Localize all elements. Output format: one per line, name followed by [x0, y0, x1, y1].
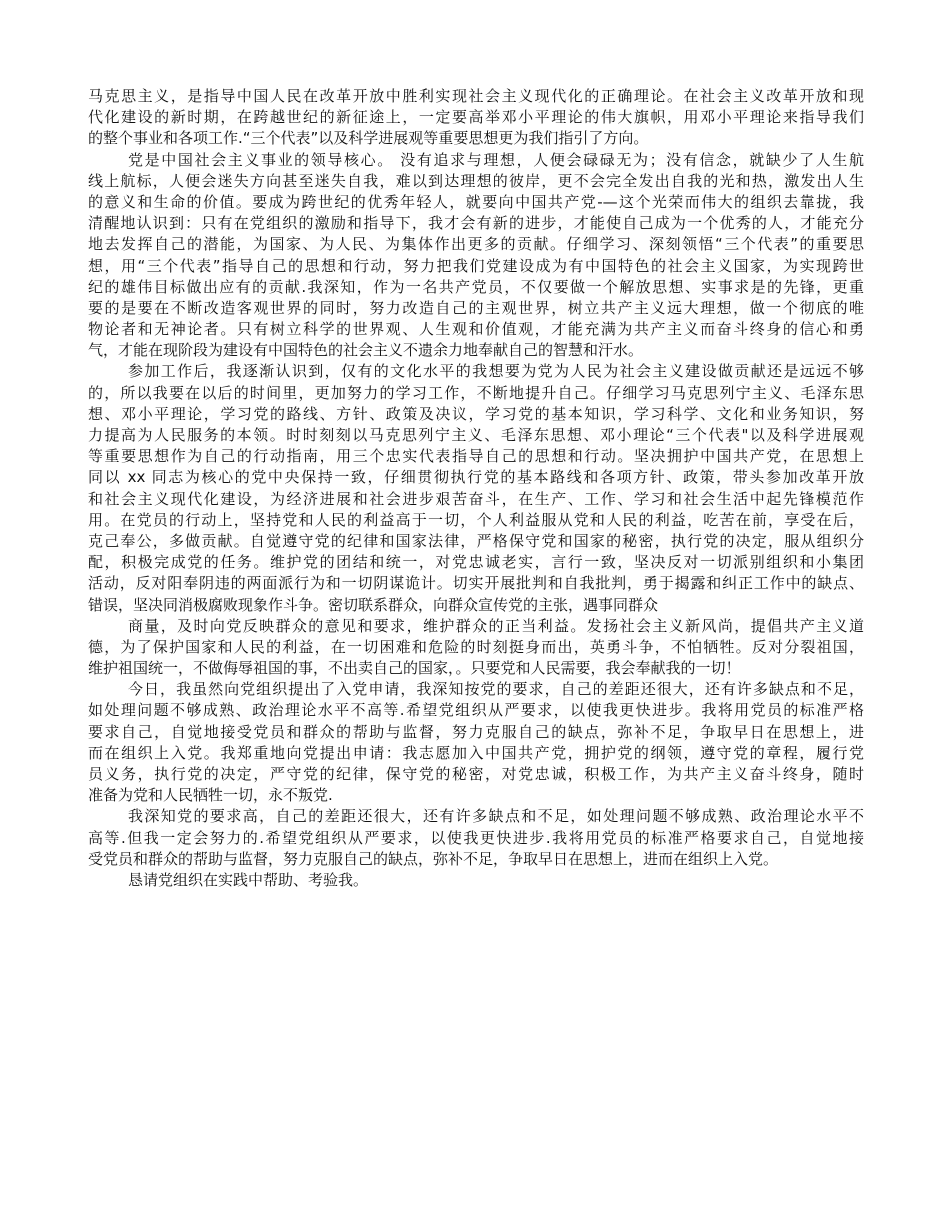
text-line: 气，才能在现阶段为建设有中国特色的社会主义不遗余力地奉献自己的智慧和汗水。: [88, 341, 644, 360]
text-line: 的，所以我要在以后的时间里，更加努力的学习工作，不断地提升自己。仔细学习马克思列宁主义、毛泽东思: [88, 383, 864, 402]
text-line: 马克思主义，是指导中国人民在改革开放中胜利实现社会主义现代化的正确理论。在社会主义改革开放和现: [88, 87, 864, 105]
text-line: 线上航标，人便会迷失方向甚至迷失自我，难以到达理想的彼岸，更不会完全发出自我的光和热，激发出人生: [88, 171, 864, 190]
paragraph: [88, 150, 864, 362]
text-line: 纪的雄伟目标做出应有的贡献.我深知，作为一名共产党员，不仅要做一个解放思想、实事求是的先锋，更重: [88, 277, 864, 296]
text-line: 错误，坚决同消极腐败现象作斗争。密切联系群众，向群众宣传党的主张，遇事同群众: [88, 595, 659, 614]
text-line: 商量，及时向党反映群众的意见和要求，维护群众的正当利益。发扬社会主义新风尚，提倡共产主义道: [128, 616, 864, 635]
paragraph: [88, 806, 864, 870]
text-line: 而在组织上入党。我郑重地向党提出申请：我志愿加入中国共产党，拥护党的纲领，遵守党的章程，履行党: [88, 743, 864, 762]
document-body: [88, 86, 864, 891]
text-line: 要的是要在不断改造客观世界的同时，努力改造自己的主观世界，树立共产主义远大理想，做一个彻底的唯: [88, 298, 864, 317]
paragraph: [88, 361, 864, 615]
text-line: 维护祖国统一，不做侮辱祖国的事，不出卖自己的国家，。只要党和人民需要，我会奉献我的一切！: [88, 659, 741, 678]
text-line: 我深知党的要求高，自己的差距还很大，还有许多缺点和不足，如处理问题不够成熟、政治理论水平不: [128, 807, 864, 826]
text-line: 地去发挥自己的潜能，为国家、为人民、为集体作出更多的贡献。仔细学习、深刻领悟“三个代表”的重要思: [88, 235, 864, 254]
text-line: 力提高为人民服务的本领。时时刻刻以马克思列宁主义、毛泽东思想、邓小理论“三个代表"以及科学进展观: [88, 426, 864, 444]
text-line: 用。在党员的行动上，坚持党和人民的利益高于一切，个人利益服从党和人民的利益，吃苦在前，享受在后，: [88, 510, 864, 529]
text-line: 活动，反对阳奉阴违的两面派行为和一切阴谋诡计。切实开展批判和自我批判，勇于揭露和纠正工作中的缺点、: [88, 574, 864, 593]
text-line: 要求自己，自觉地接受党员和群众的帮助与监督，努力克服自己的缺点，弥补不足，争取早日在思想上，进: [88, 722, 864, 741]
text-line: 今日，我虽然向党组织提出了入党申请，我深知按党的要求，自己的差距还很大，还有许多缺点和不足，: [128, 680, 864, 699]
text-line: 党是中国社会主义事业的领导核心。 没有追求与理想，人便会碌碌无为；没有信念，就缺少了人生航: [128, 150, 864, 169]
text-line: 等重要思想作为自己的行动指南，用三个忠实代表指导自己的思想和行动。坚决拥护中国共产党，在思想上: [88, 447, 864, 466]
text-line: 同以 xx 同志为核心的党中央保持一致，仔细贯彻执行党的基本路线和各项方针、政策，带头参加改革开放: [88, 468, 864, 487]
paragraph: [88, 616, 864, 680]
text-line: 配，积极完成党的任务。维护党的团结和统一，对党忠诚老实，言行一致，坚决反对一切派别组织和小集团: [88, 553, 864, 572]
text-line: 准备为党和人民牺牲一切，永不叛党.: [88, 786, 333, 805]
text-line: 想，用“三个代表”指导自己的思想和行动，努力把我们党建设成为有中国特色的社会主义国家，为实现跨世: [88, 256, 864, 275]
text-line: 想、邓小平理论，学习党的路线、方针、政策及决议，学习党的基本知识，学习科学、文化和业务知识，努: [88, 404, 864, 423]
text-line: 受党员和群众的帮助与监督，努力克服自己的缺点，弥补不足，争取早日在思想上，进而在组织上入党。: [88, 849, 779, 868]
paragraph: [88, 679, 864, 806]
paragraph: [88, 870, 864, 891]
text-line: 恳请党组织在实践中帮助、考验我。: [128, 870, 369, 889]
text-line: 克己奉公，多做贡献。自觉遵守党的纪律和国家法律，严格保守党和国家的秘密，执行党的决定，服从组织分: [88, 531, 864, 550]
text-line: 高等.但我一定会努力的.希望党组织从严要求，以使我更快进步.我将用党员的标准严格要求自己，自觉地接: [88, 828, 864, 847]
text-line: 德，为了保护国家和人民的利益，在一切困难和危险的时刻挺身而出，英勇斗争，不怕牺牲。反对分裂祖国，: [88, 637, 864, 656]
text-line: 如处理问题不够成熟、政治理论水平不高等.希望党组织从严要求，以使我更快进步。我将用党员的标准严格: [88, 701, 864, 720]
paragraph: [88, 86, 864, 150]
text-line: 的意义和生命的价值。要成为跨世纪的优秀年轻人，就要向中国共产党-—这个光荣而伟大的组织去靠拢，我: [88, 192, 864, 211]
text-line: 代化建设的新时期，在跨越世纪的新征途上，一定要高举邓小平理论的伟大旗帜，用邓小平理论来指导我们: [88, 108, 864, 127]
text-line: 员义务，执行党的决定，严守党的纪律，保守党的秘密，对党忠诚，积极工作，为共产主义奋斗终身，随时: [88, 765, 864, 783]
text-line: 和社会主义现代化建设，为经济进展和社会进步艰苦奋斗，在生产、工作、学习和社会生活中起先锋模范作: [88, 489, 864, 508]
text-line: 物论者和无神论者。只有树立科学的世界观、人生观和价值观，才能充满为共产主义而奋斗终身的信心和勇: [88, 320, 864, 339]
text-line: 清醒地认识到：只有在党组织的激励和指导下，我才会有新的进步，才能使自己成为一个优秀的人，才能充分: [88, 214, 864, 233]
text-line: 的整个事业和各项工作.“三个代表”以及科学进展观等重要思想更为我们指引了方向。: [88, 129, 649, 148]
text-line: 参加工作后，我逐渐认识到，仅有的文化水平的我想要为党为人民为社会主义建设做贡献还是远远不够: [128, 362, 864, 381]
